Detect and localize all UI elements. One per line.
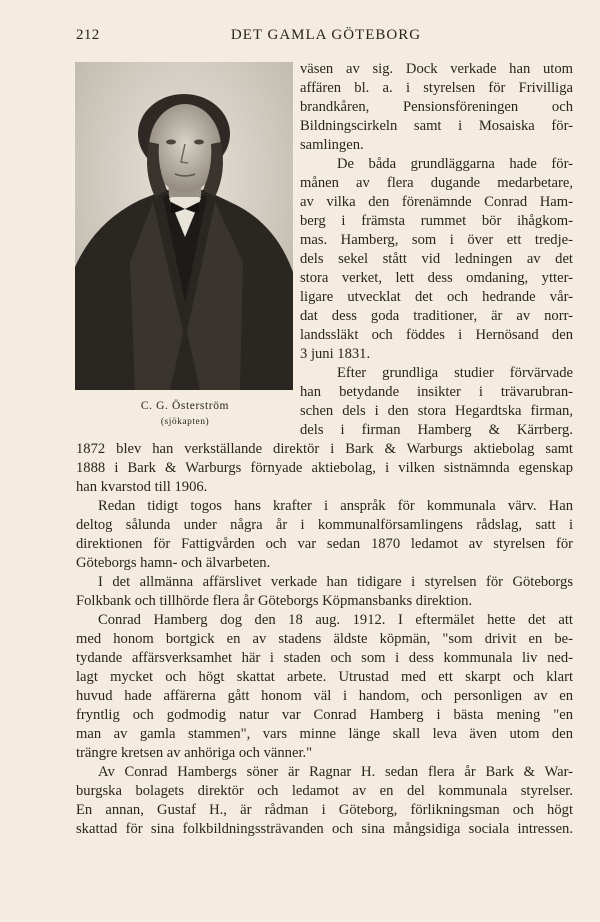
text-line: trängre kretsen av anhöriga och vänner." [76,745,313,761]
portrait-illustration [75,62,293,390]
text-line: Efter grundliga studier förvärvade [337,365,573,381]
portrait-caption [75,400,295,427]
text-line: I det allmänna affärslivet verkade han tidigare i styrelsen för Göteborgs [98,574,573,590]
text-line: Conrad Hamberg dog den 18 aug. 1912. I eftermälet hette det att [98,612,573,628]
page-number: 212 [76,27,100,43]
caption-role: (sjökapten) [160,417,210,427]
text-line: En annan, Gustaf H., är rådman i Göteborg, förlikningsman och högt [76,802,573,818]
text-line: dels i firman Hamberg & Kärrberg. [300,422,573,438]
text-line: Av Conrad Hambergs söner är Ragnar H. sedan flera år Bark & War- [98,764,573,780]
text-line: ligare utvecklat det och hedrande vår- [300,289,573,305]
text-line: landssläkt och föddes i Hernösand den [300,327,573,343]
text-line: Folkbank och tillhörde flera år Göteborgs Köpmansbanks direktion. [76,593,473,609]
text-line: lagt mycket och högt skattat arbete. Utrustad med ett skarpt och klart [76,669,573,685]
text-line: väsen av sig. Dock verkade han utom [300,61,573,77]
text-line: berg i främsta rummet bör ihågkom- [300,213,573,229]
text-line: dels sekel stått vid ledningen av det [300,251,573,267]
text-line: skattad för sina folkbildningssträvanden och sina mångsidiga sociala intressen. [76,821,573,837]
running-title: DET GAMLA GÖTEBORG [230,27,422,43]
text-line: deltog sålunda under några år i kommunalförsamlingens rådslag, satt i [76,517,573,533]
text-line: fryntlig och godmodig natur var Conrad Hamberg i bästa mening "en [76,707,573,723]
text-line: samlingen. [300,137,364,153]
text-line: 1872 blev han verkställande direktör i Bark & Warburgs aktiebolag samt [76,441,573,457]
text-line: av vilka den förenämnde Conrad Ham- [300,194,573,210]
text-line: mas. Hamberg, som i över ett tredje- [300,232,573,248]
text-line: 1888 i Bark & Warburgs förnyade aktiebolag, i vilken sistnämnda egenskap [76,460,573,476]
text-line: dat dess goda traditioner, är av norr- [300,308,573,324]
text-line: stora verket, lett dess omdaning, ytter- [300,270,573,286]
text-line: schen dels i den stora Hegardtska firman, [300,403,573,419]
portrait-photo [75,62,293,390]
text-line: med honom bortgick en av stadens äldste köpmän, "som drivit en be- [76,631,573,647]
text-line: huvud hade affärerna gått honom väl i handom, och personligen av en [76,688,573,704]
text-line: direktionen för Fattigvården och var sedan 1870 ledamot av styrelsen för [76,536,573,552]
text-line: affären bl. a. i styrelsen för Frivilliga [300,80,573,96]
text-line: han kvarstod till 1906. [76,479,208,495]
page-header [76,27,576,47]
text-line: man av gamla stammen", vars minne länge skall leva även utom den [76,726,573,742]
text-line: De båda grundläggarna hade för- [337,156,573,172]
text-line: brandkåren, Pensionsföreningen och [300,99,573,115]
text-line: tydande affärsverksamhet här i staden och som i dess kommunala liv ned- [76,650,573,666]
text-line: han betydande insikter i trävarubran- [300,384,573,400]
text-line: 3 juni 1831. [300,346,371,362]
text-line: burgska bolagets direktör och ledamot av en del kommunala styrelser. [76,783,573,799]
text-line: Redan tidigt togos hans krafter i anspråk för kommunala värv. Han [98,498,573,514]
text-line: månen av flera dugande medarbetare, [300,175,573,191]
caption-name: C. G. Österström [140,400,230,412]
text-line: Bildningscirkeln samt i Mosaiska för- [300,118,573,134]
text-line: Göteborgs hamn- och älvarbeten. [76,555,271,571]
